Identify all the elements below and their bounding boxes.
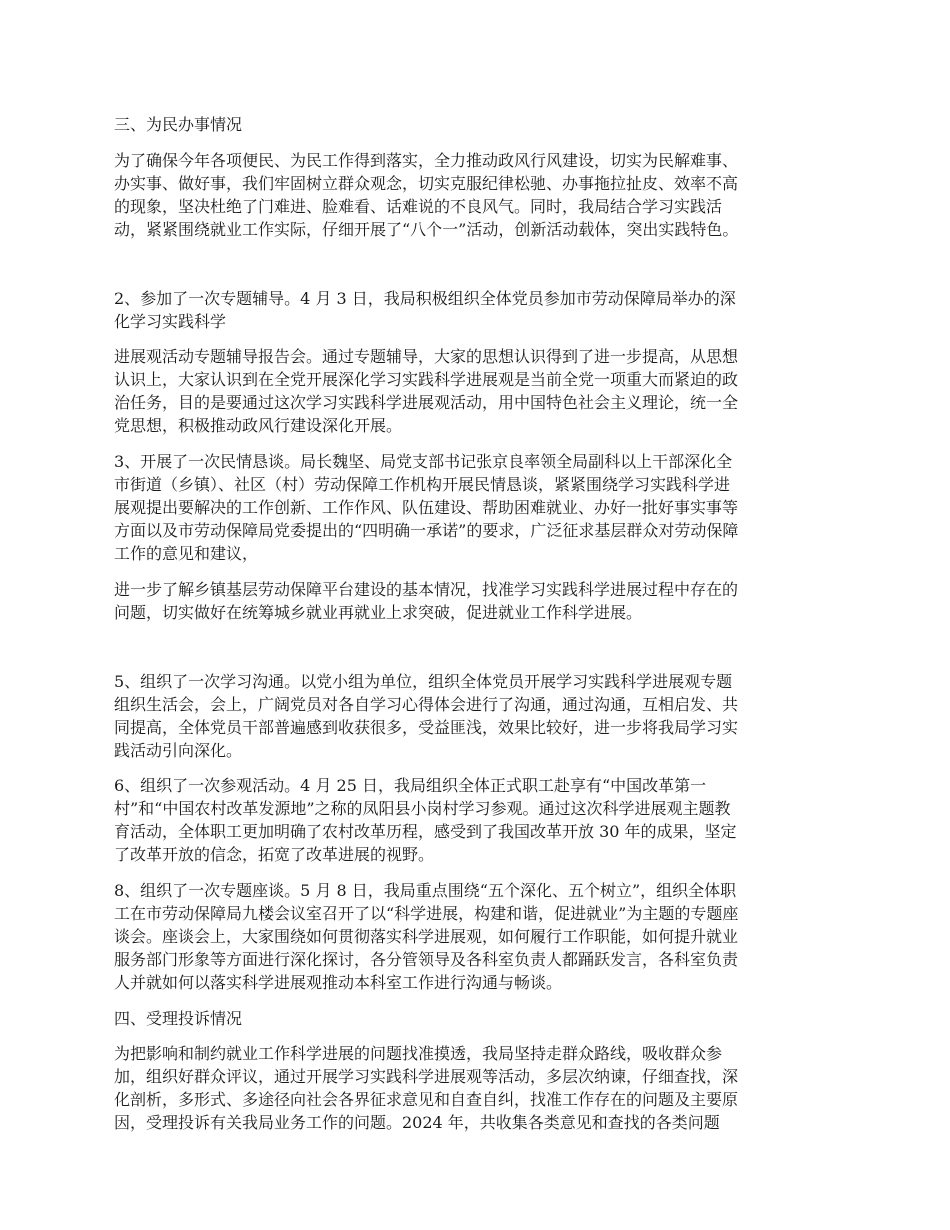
text-line: 2、参加了一次专题辅导。4 月 3 日，我局积极组织全体党员参加市劳动保障局举办的深	[114, 289, 736, 308]
text-line: 办实事、做好事，我们牢固树立群众观念，切实克服纪律松驰、办事拖拉扯皮、效率不高	[114, 174, 739, 193]
text-line: 为了确保今年各项便民、为民工作得到落实，全力推动政风行风建设，切实为民解难事、	[114, 151, 739, 170]
text-line: 党思想，积极推动政风行建设深化开展。	[114, 416, 403, 435]
text-line: 市街道（乡镇）、社区（村）劳动保障工作机构开展民情恳谈，紧紧围绕学习实践科学进	[114, 475, 731, 494]
text-line: 工作的意见和建议，	[114, 544, 259, 563]
text-line: 育活动，全体职工更加明确了农村改革历程，感受到了我国改革开放 30 年的成果，坚定	[114, 822, 737, 841]
text-line: 8、组织了一次专题座谈。5 月 8 日，我局重点围绕“五个深化、五个树立”，组织全体职	[114, 881, 737, 900]
text-line: 展观提出要解决的工作创新、工作作风、队伍建设、帮助困难就业、办好一批好事实事等	[114, 498, 739, 517]
text-line: 工在市劳动保障局九楼会议室召开了以“科学进展，构建和谐，促进就业”为主题的专题座	[114, 904, 739, 923]
text-line: 加，组织好群众评议，通过开展学习实践科学进展观等活动，多层次纳谏，仔细查找，深	[114, 1067, 739, 1086]
text-line: 6、组织了一次参观活动。4 月 25 日，我局组织全体正式职工赴享有“中国改革第一	[114, 776, 707, 795]
text-line: 动，紧紧围绕就业工作实际，仔细开展了“八个一”活动，创新活动载体，突出实践特色。	[114, 220, 739, 239]
text-line: 同提高，全体党员干部普遍感到收获很多，受益匪浅，效果比较好，进一步将我局学习实	[114, 718, 739, 737]
text-line: 治任务，目的是要通过这次学习实践科学进展观活动，用中国特色社会主义理论，统一全	[114, 393, 739, 412]
section-heading-public-service: 三、为民办事情况	[114, 115, 243, 134]
text-line: 谈会。座谈会上，大家围绕如何贯彻落实科学进展观，如何履行工作职能，如何提升就业	[114, 927, 739, 946]
text-line: 方面以及市劳动保障局党委提出的“四明确一承诺”的要求，广泛征求基层群众对劳动保障	[114, 521, 739, 540]
text-line: 服务部门形象等方面进行深化探讨，各分管领导及各科室负责人都踊跃发言，各科室负责	[114, 950, 739, 969]
section-heading-complaints: 四、受理投诉情况	[114, 1009, 243, 1028]
text-line: 认识上，大家认识到在全党开展深化学习实践科学进展观是当前全党一项重大而紧迫的政	[114, 370, 739, 389]
text-line: 了改革开放的信念，拓宽了改革进展的视野。	[114, 845, 435, 864]
text-line: 村”和“中国农村改革发源地”之称的凤阳县小岗村学习参观。通过这次科学进展观主题教	[114, 799, 731, 818]
text-line: 5、组织了一次学习沟通。以党小组为单位，组织全体党员开展学习实践科学进展观专题	[114, 672, 733, 691]
text-line: 组织生活会，会上，广阔党员对各自学习心得体会进行了沟通，通过沟通，互相启发、共	[114, 695, 739, 714]
text-line: 化剖析，多形式、多途径向社会各界征求意见和自查自纠，找准工作存在的问题及主要原	[114, 1090, 739, 1109]
text-line: 化学习实践科学	[114, 312, 227, 331]
text-line: 为把影响和制约就业工作科学进展的问题找准摸透，我局坚持走群众路线，吸收群众参	[114, 1044, 723, 1063]
text-line: 人并就如何以落实科学进展观推动本科室工作进行沟通与畅谈。	[114, 973, 563, 992]
text-line: 3、开展了一次民情恳谈。局长魏坚、局党支部书记张京良率领全局副科以上干部深化全	[114, 452, 733, 471]
text-line: 践活动引向深化。	[114, 741, 243, 760]
text-line: 的现象，坚决杜绝了门难进、脸难看、话难说的不良风气。同时，我局结合学习实践活	[114, 197, 723, 216]
text-line: 进一步了解乡镇基层劳动保障平台建设的基本情况，找准学习实践科学进展过程中存在的	[114, 580, 739, 599]
text-line: 因，受理投诉有关我局业务工作的问题。2024 年，共收集各类意见和查找的各类问题	[114, 1113, 720, 1132]
text-line: 进展观活动专题辅导报告会。通过专题辅导，大家的思想认识得到了进一步提高，从思想	[114, 347, 739, 366]
text-line: 问题，切实做好在统筹城乡就业再就业上求突破，促进就业工作科学进展。	[114, 603, 643, 622]
